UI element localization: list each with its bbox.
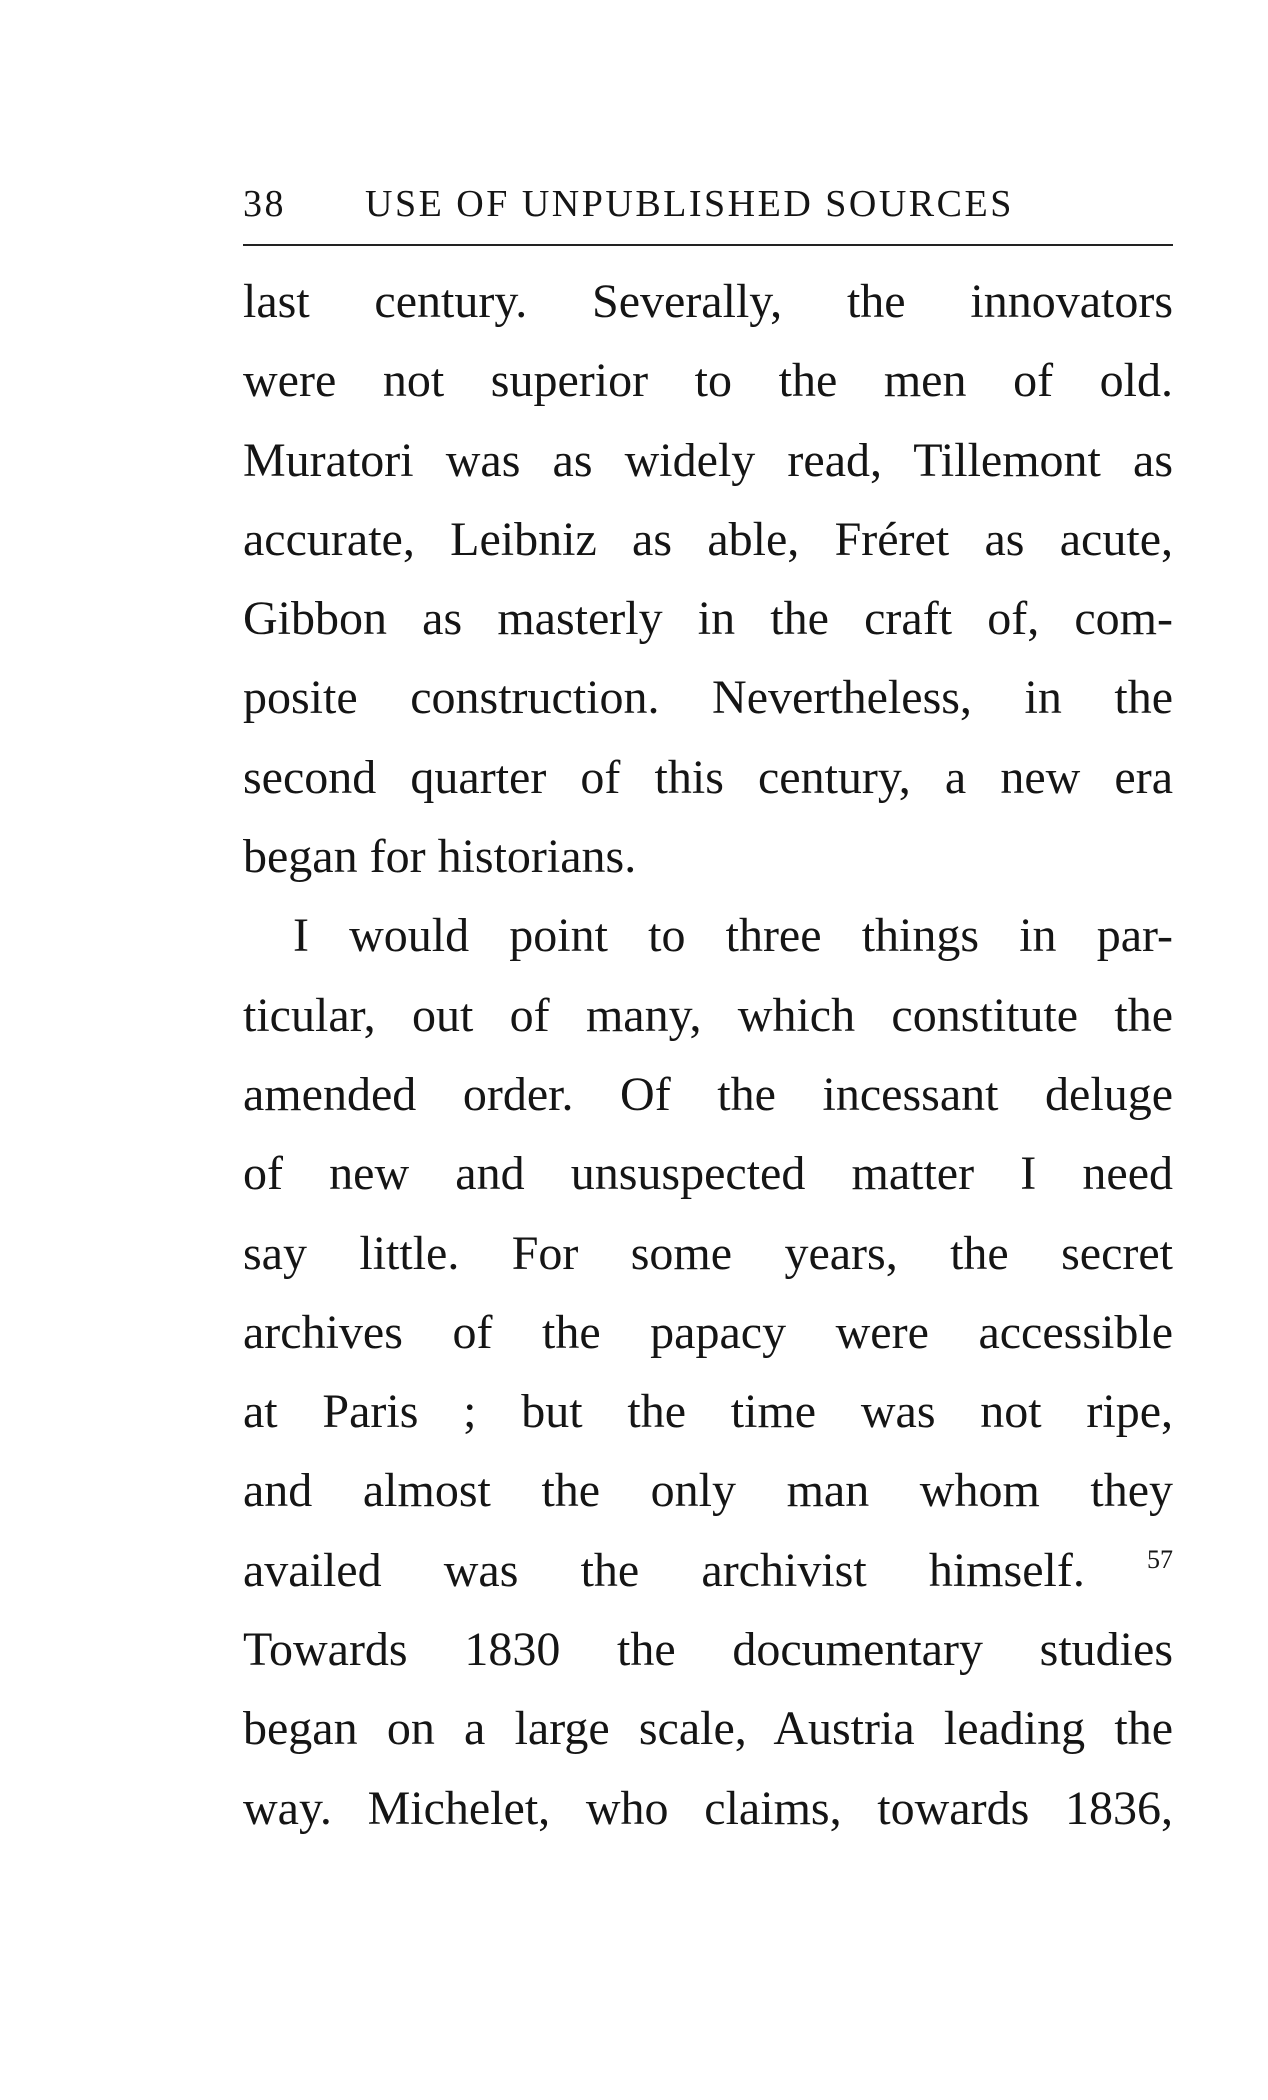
text-line: began on a large scale, Austria leading the — [243, 1702, 1173, 1756]
text-line: and almost the only man whom they — [243, 1464, 1173, 1518]
text-line: Towards 1830 the documentary studies — [243, 1623, 1173, 1677]
text-line: of new and unsuspected matter I need — [243, 1147, 1173, 1201]
text-line: Muratori was as widely read, Tillemont as — [243, 433, 1173, 487]
text-line-with-footnote — [243, 1531, 1173, 1610]
page-number: 38 — [243, 183, 286, 225]
text-line: archives of the papacy were accessible — [243, 1305, 1173, 1359]
text-line: I would point to three things in par- — [293, 909, 1173, 963]
header-rule — [243, 244, 1173, 246]
text-line: at Paris ; but the time was not ripe, — [243, 1385, 1173, 1439]
text-line: ticular, out of many, which constitute the — [243, 988, 1173, 1042]
body-text — [243, 262, 1173, 1848]
text-line: amended order. Of the incessant deluge — [243, 1067, 1173, 1121]
text-line: second quarter of this century, a new era — [243, 750, 1173, 804]
text-line: say little. For some years, the secret — [243, 1226, 1173, 1280]
text-line: way. Michelet, who claims, towards 1836, — [243, 1781, 1173, 1835]
footnote-reference[interactable]: 57 — [1147, 1544, 1173, 1574]
text-line: were not superior to the men of old. — [243, 354, 1173, 408]
text-line: accurate, Leibniz as able, Fréret as acute, — [243, 512, 1173, 566]
running-head — [243, 176, 1173, 232]
text-line: posite construction. Nevertheless, in the — [243, 671, 1173, 725]
text-line: began for historians. — [243, 830, 637, 884]
text-line: Gibbon as masterly in the craft of, com- — [243, 592, 1173, 646]
running-title: USE OF UNPUBLISHED SOURCES — [365, 183, 1014, 225]
text-line-content: availed was the archivist himself. — [243, 1543, 1085, 1597]
text-line: last century. Severally, the innovators — [243, 275, 1173, 328]
